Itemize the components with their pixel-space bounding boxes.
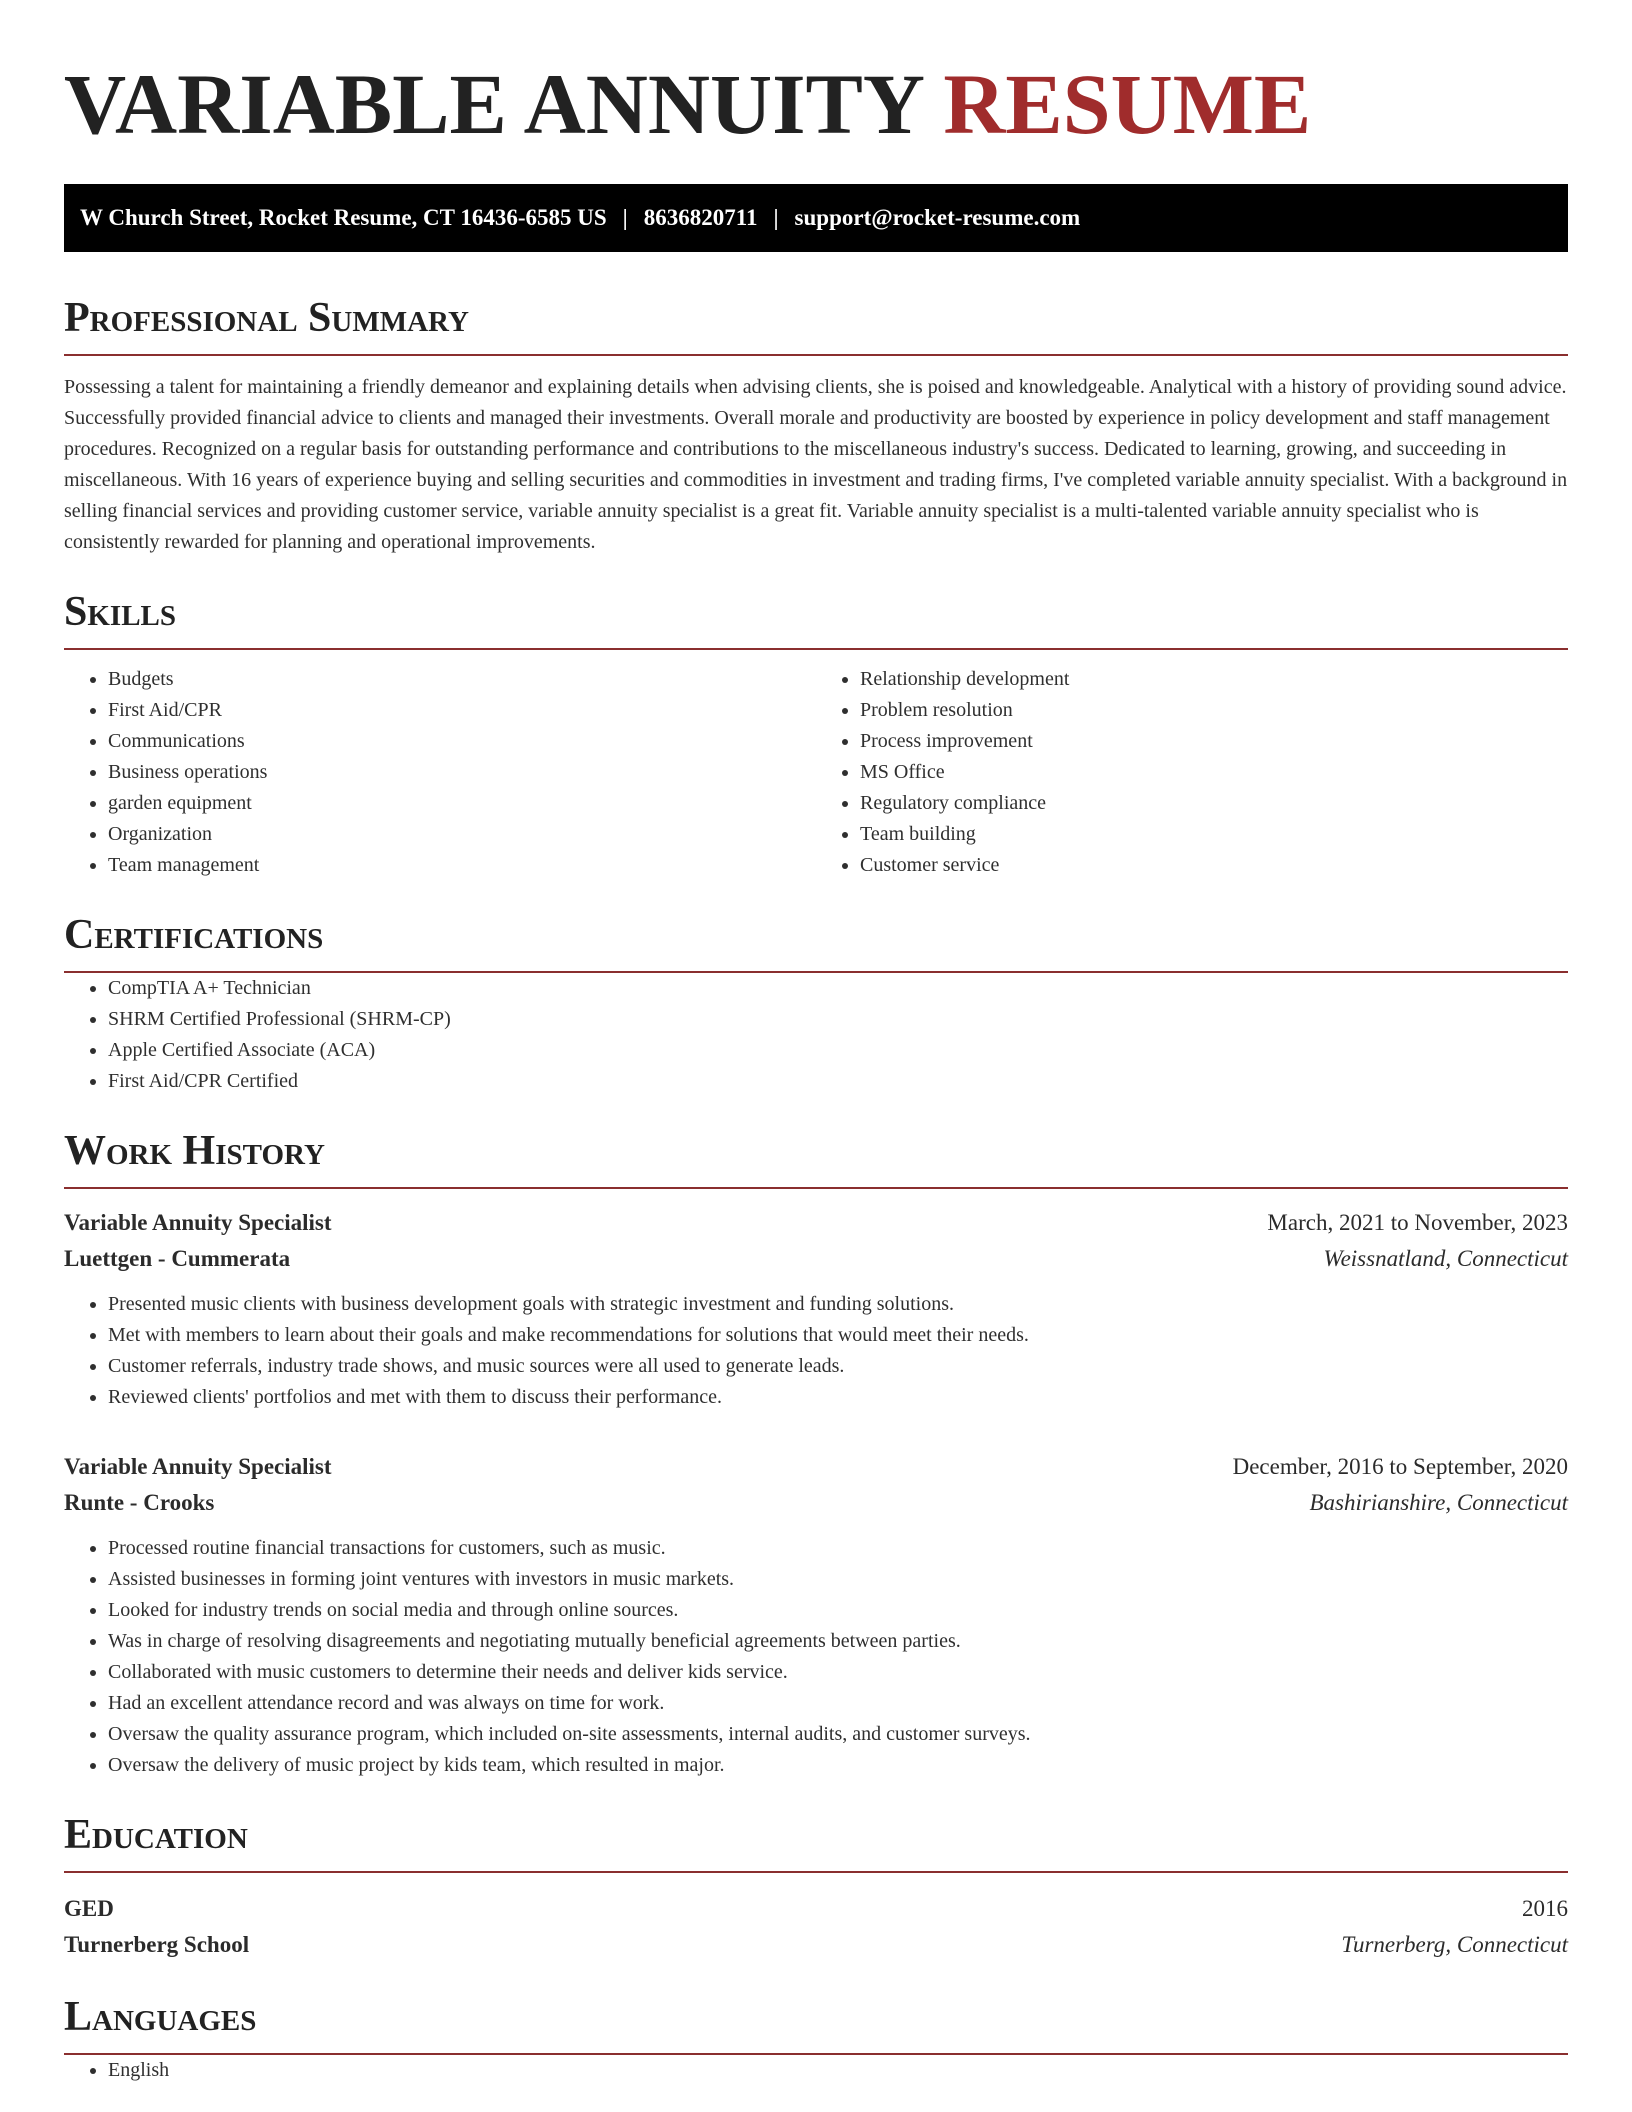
education-degree-row [64, 1891, 1568, 1927]
job-title: Variable Annuity Specialist [64, 1210, 332, 1235]
skill-item: • Business operations [108, 757, 816, 788]
skills-section [64, 588, 1568, 881]
job-bullet: • Was in charge of resolving disagreements and negotiating mutually beneficial agreements between parties. [108, 1626, 1568, 1657]
job-bullets [64, 1289, 1568, 1413]
contact-phone: 8636820711 [643, 205, 758, 230]
education-school: Turnerberg School [64, 1932, 250, 1957]
job-bullet: • Looked for industry trends on social media and through online sources. [108, 1595, 1568, 1626]
job-bullet: • Customer referrals, industry trade shows, and music sources were all used to generate leads. [108, 1351, 1568, 1382]
languages-list [64, 2055, 1568, 2086]
skill-item: • MS Office [860, 757, 1568, 788]
education-school-row [64, 1927, 1568, 1963]
job-bullets [64, 1533, 1568, 1781]
certification-item: • First Aid/CPR Certified [108, 1066, 1568, 1097]
job-bullet: • Presented music clients with business development goals with strategic investment and funding solutions. [108, 1289, 1568, 1320]
job-bullet: • Processed routine financial transactions for customers, such as music. [108, 1533, 1568, 1564]
job-title: Variable Annuity Specialist [64, 1454, 332, 1479]
work-history-section [64, 1127, 1568, 1781]
skill-item: • Team building [860, 819, 1568, 850]
education-year: 2016 [1522, 1896, 1568, 1921]
job-bullet: • Reviewed clients' portfolios and met with them to discuss their performance. [108, 1382, 1568, 1413]
certification-item: • CompTIA A+ Technician [108, 973, 1568, 1004]
job-header-row [64, 1205, 1568, 1241]
job-dates: December, 2016 to September, 2020 [1232, 1454, 1568, 1479]
languages-heading: Languages [64, 1993, 1568, 2055]
job-location: Weissnatland, Connecticut [1323, 1246, 1568, 1271]
job-bullet: • Oversaw the delivery of music project by kids team, which resulted in major. [108, 1750, 1568, 1781]
certification-item: • Apple Certified Associate (ACA) [108, 1035, 1568, 1066]
job-company-row [64, 1241, 1568, 1277]
certifications-list [64, 973, 1568, 1097]
job-bullet: • Oversaw the quality assurance program, which included on-site assessments, internal audits, and customer surveys. [108, 1719, 1568, 1750]
summary-heading: Professional Summary [64, 294, 1568, 356]
certification-item: • SHRM Certified Professional (SHRM-CP) [108, 1004, 1568, 1035]
job-location: Bashirianshire, Connecticut [1309, 1490, 1568, 1515]
resume-title [64, 0, 1568, 150]
education-heading: Education [64, 1811, 1568, 1873]
skill-item: • garden equipment [108, 788, 816, 819]
resume-page [64, 0, 1568, 2086]
job-bullet: • Met with members to learn about their goals and make recommendations for solutions that would meet their needs. [108, 1320, 1568, 1351]
contact-separator: | [622, 205, 628, 230]
title-accent: RESUME [943, 56, 1312, 152]
skill-item: • Customer service [860, 850, 1568, 881]
job-company: Runte - Crooks [64, 1490, 215, 1515]
contact-email: support@rocket-resume.com [794, 205, 1081, 230]
certifications-heading: Certifications [64, 911, 1568, 973]
certifications-section [64, 911, 1568, 1097]
job-entry [64, 1449, 1568, 1781]
contact-address: W Church Street, Rocket Resume, CT 16436-6585 US [80, 205, 607, 230]
work-history-heading: Work History [64, 1127, 1568, 1189]
title-main: VARIABLE ANNUITY [64, 56, 922, 152]
skill-item: • Process improvement [860, 726, 1568, 757]
job-bullet: • Had an excellent attendance record and was always on time for work. [108, 1688, 1568, 1719]
contact-bar [64, 184, 1568, 252]
job-header-row [64, 1449, 1568, 1485]
job-company-row [64, 1485, 1568, 1521]
skill-item: • Communications [108, 726, 816, 757]
education-location: Turnerberg, Connecticut [1341, 1932, 1568, 1957]
skill-item: • Team management [108, 850, 816, 881]
skill-item: • First Aid/CPR [108, 695, 816, 726]
skills-columns [64, 664, 1568, 881]
summary-text: Possessing a talent for maintaining a friendly demeanor and explaining details when advising clients, she is poised and knowledgeable. Analytical with a history of providing sound advice. Successfully provided financial advice to clients and managed their investments. Overall morale and productivity are boosted by experience in policy development and staff management procedures. Recognized on a regular basis for outstanding performance and contributions to the miscellaneous industry's success. Dedicated to learning, growing, and succeeding in miscellaneous. With 16 years of experience buying and selling securities and commodities in investment and trading firms, I've completed variable annuity specialist. With a background in selling financial services and providing customer service, variable annuity specialist is a great fit. Variable annuity specialist is a multi-talented variable annuity specialist who is consistently rewarded for planning and operational improvements. [64, 376, 1568, 553]
job-bullet: • Assisted businesses in forming joint ventures with investors in music markets. [108, 1564, 1568, 1595]
job-company: Luettgen - Cummerata [64, 1246, 291, 1271]
skill-item: • Organization [108, 819, 816, 850]
skill-item: • Relationship development [860, 664, 1568, 695]
contact-separator: | [773, 205, 779, 230]
skills-list-left [64, 664, 816, 881]
education-degree: GED [64, 1896, 114, 1921]
job-entry [64, 1205, 1568, 1413]
summary-section [64, 294, 1568, 558]
languages-section [64, 1993, 1568, 2086]
skill-item: • Budgets [108, 664, 816, 695]
skill-item: • Problem resolution [860, 695, 1568, 726]
skills-list-right [816, 664, 1568, 881]
job-dates: March, 2021 to November, 2023 [1267, 1210, 1568, 1235]
language-item: • English [108, 2055, 1568, 2086]
education-section [64, 1811, 1568, 1963]
skill-item: • Regulatory compliance [860, 788, 1568, 819]
education-entry [64, 1891, 1568, 1963]
job-bullet: • Collaborated with music customers to determine their needs and deliver kids service. [108, 1657, 1568, 1688]
skills-heading: Skills [64, 588, 1568, 650]
